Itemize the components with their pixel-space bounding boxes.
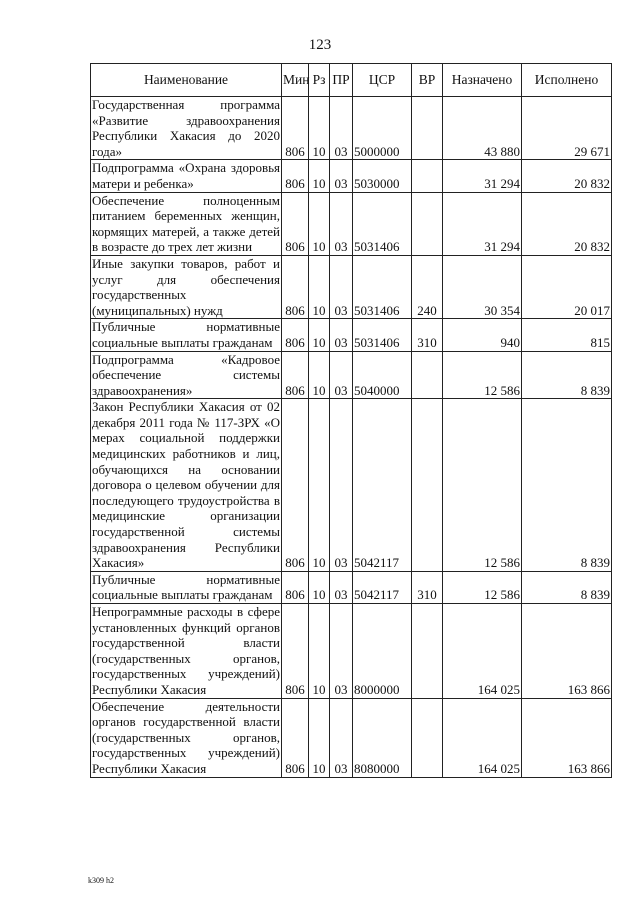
header-rz: Рз bbox=[309, 64, 330, 97]
header-assigned: Назначено bbox=[443, 64, 522, 97]
row-executed: 29 671 bbox=[522, 97, 612, 160]
row-executed: 815 bbox=[522, 319, 612, 351]
row-csr: 5042117 bbox=[353, 571, 412, 603]
row-assigned: 43 880 bbox=[443, 97, 522, 160]
row-rz: 10 bbox=[309, 192, 330, 255]
table-row bbox=[91, 97, 612, 160]
row-executed: 163 866 bbox=[522, 604, 612, 699]
header-vr: ВР bbox=[412, 64, 443, 97]
row-csr: 5000000 bbox=[353, 97, 412, 160]
row-csr: 5040000 bbox=[353, 351, 412, 399]
row-assigned: 31 294 bbox=[443, 160, 522, 192]
row-vr bbox=[412, 160, 443, 192]
row-rz: 10 bbox=[309, 604, 330, 699]
row-vr: 310 bbox=[412, 319, 443, 351]
table-row bbox=[91, 160, 612, 192]
row-min: 806 bbox=[282, 571, 309, 603]
table-row bbox=[91, 399, 612, 572]
row-min: 806 bbox=[282, 97, 309, 160]
row-executed: 20 832 bbox=[522, 192, 612, 255]
row-rz: 10 bbox=[309, 698, 330, 777]
table-row bbox=[91, 255, 612, 318]
budget-table bbox=[90, 63, 612, 778]
row-name: Обеспечение деятельности органов государственной власти (государственных органов, государственных учреждений) Республики Хакасия bbox=[92, 698, 280, 776]
header-name: Наименование bbox=[91, 64, 282, 97]
row-name: Публичные нормативные социальные выплаты гражданам bbox=[92, 319, 280, 350]
table-row bbox=[91, 698, 612, 777]
row-rz: 10 bbox=[309, 160, 330, 192]
row-name: Государственная программа «Развитие здравоохранения Республики Хакасия до 2020 года» bbox=[92, 97, 280, 159]
table-header-row bbox=[91, 64, 612, 97]
table-row bbox=[91, 604, 612, 699]
row-rz: 10 bbox=[309, 255, 330, 318]
row-executed: 20 832 bbox=[522, 160, 612, 192]
row-executed: 20 017 bbox=[522, 255, 612, 318]
row-name: Закон Республики Хакасия от 02 декабря 2011 года № 117-ЗРХ «О мерах социальной поддержки медицинских работников и лиц, обучающихся на основании договора о целевом обучении для последующего трудоустройства в медицинские организации государственной системы здравоохранения Республики Хакасия» bbox=[92, 399, 280, 571]
row-pr: 03 bbox=[330, 571, 353, 603]
header-pr: ПР bbox=[330, 64, 353, 97]
header-min: Мин bbox=[282, 64, 309, 97]
table-row bbox=[91, 571, 612, 603]
row-executed: 8 839 bbox=[522, 571, 612, 603]
row-rz: 10 bbox=[309, 97, 330, 160]
row-pr: 03 bbox=[330, 698, 353, 777]
page-number: 123 bbox=[308, 37, 332, 53]
row-vr bbox=[412, 399, 443, 572]
row-csr: 8080000 bbox=[353, 698, 412, 777]
row-assigned: 164 025 bbox=[443, 698, 522, 777]
row-vr bbox=[412, 351, 443, 399]
row-min: 806 bbox=[282, 160, 309, 192]
row-csr: 5031406 bbox=[353, 319, 412, 351]
row-executed: 8 839 bbox=[522, 351, 612, 399]
row-rz: 10 bbox=[309, 351, 330, 399]
row-csr: 5031406 bbox=[353, 192, 412, 255]
row-min: 806 bbox=[282, 255, 309, 318]
footer-code: k309 h2 bbox=[88, 876, 114, 885]
row-pr: 03 bbox=[330, 399, 353, 572]
row-assigned: 12 586 bbox=[443, 571, 522, 603]
row-rz: 10 bbox=[309, 399, 330, 572]
row-csr: 5042117 bbox=[353, 399, 412, 572]
row-min: 806 bbox=[282, 192, 309, 255]
row-name: Обеспечение полноценным питанием беременных женщин, кормящих матерей, а также детей в возрасте до трех лет жизни bbox=[92, 192, 280, 255]
row-name: Публичные нормативные социальные выплаты гражданам bbox=[92, 571, 280, 603]
header-executed: Исполнено bbox=[522, 64, 612, 97]
row-vr: 240 bbox=[412, 255, 443, 318]
row-csr: 5030000 bbox=[353, 160, 412, 192]
table-row bbox=[91, 351, 612, 399]
row-csr: 8000000 bbox=[353, 604, 412, 699]
row-assigned: 31 294 bbox=[443, 192, 522, 255]
row-assigned: 12 586 bbox=[443, 351, 522, 399]
row-vr: 310 bbox=[412, 571, 443, 603]
header-csr: ЦСР bbox=[353, 64, 412, 97]
row-assigned: 30 354 bbox=[443, 255, 522, 318]
row-pr: 03 bbox=[330, 192, 353, 255]
row-pr: 03 bbox=[330, 97, 353, 160]
row-pr: 03 bbox=[330, 160, 353, 192]
table-row bbox=[91, 319, 612, 351]
row-name: Подпрограмма «Охрана здоровья матери и ребенка» bbox=[92, 160, 280, 191]
row-name: Непрограммные расходы в сфере установленных функций органов государственной власти (государственных органов, государственных учреждений) Республики Хакасия bbox=[92, 604, 280, 697]
row-min: 806 bbox=[282, 319, 309, 351]
table-row bbox=[91, 192, 612, 255]
row-executed: 163 866 bbox=[522, 698, 612, 777]
row-vr bbox=[412, 97, 443, 160]
row-pr: 03 bbox=[330, 255, 353, 318]
row-csr: 5031406 bbox=[353, 255, 412, 318]
row-vr bbox=[412, 698, 443, 777]
row-assigned: 940 bbox=[443, 319, 522, 351]
row-rz: 10 bbox=[309, 571, 330, 603]
row-pr: 03 bbox=[330, 351, 353, 399]
row-name: Иные закупки товаров, работ и услуг для обеспечения государственных (муниципальных) нужд bbox=[92, 255, 280, 318]
row-min: 806 bbox=[282, 604, 309, 699]
row-name: Подпрограмма «Кадровое обеспечение системы здравоохранения» bbox=[92, 351, 280, 398]
row-assigned: 12 586 bbox=[443, 399, 522, 572]
row-min: 806 bbox=[282, 399, 309, 572]
row-min: 806 bbox=[282, 698, 309, 777]
row-vr bbox=[412, 604, 443, 699]
row-executed: 8 839 bbox=[522, 399, 612, 572]
row-pr: 03 bbox=[330, 604, 353, 699]
row-vr bbox=[412, 192, 443, 255]
row-assigned: 164 025 bbox=[443, 604, 522, 699]
row-pr: 03 bbox=[330, 319, 353, 351]
row-rz: 10 bbox=[309, 319, 330, 351]
row-min: 806 bbox=[282, 351, 309, 399]
